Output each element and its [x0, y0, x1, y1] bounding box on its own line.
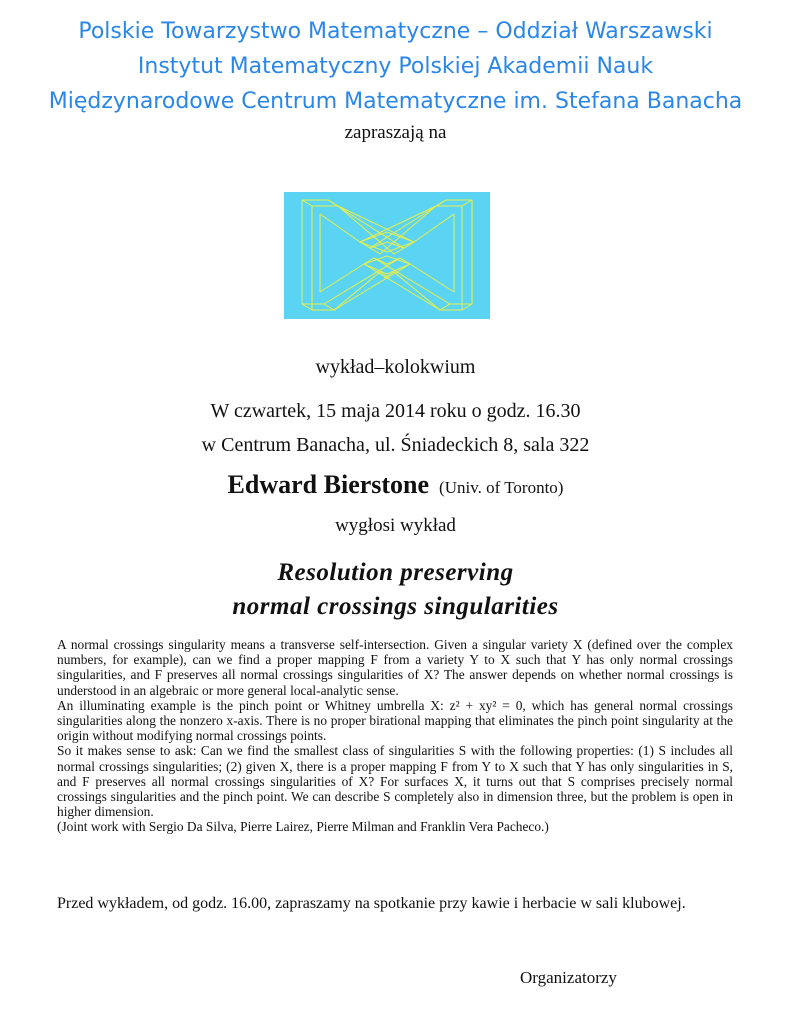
abstract-paragraph-4: (Joint work with Sergio Da Silva, Pierre Lairez, Pierre Milman and Franklin Vera Pacheco.): [57, 819, 549, 835]
event-kind: wykład–kolokwium: [315, 356, 476, 378]
speaker-affiliation: (Univ. of Toronto): [439, 478, 564, 497]
lecture-title-line-2: normal crossings singularities: [232, 593, 559, 620]
abstract-paragraph-1: A normal crossings singularity means a transverse self-intersection. Given a singular variety X (defined over the complex numbers, for example), can we find a proper mapping F from a variety Y to X such that Y has only normal crossings singularities, and F preserves all normal crossings singularities of X? The answer depends on whether normal crossings is understood in an algebraic or more general local-analytic sense.: [57, 637, 733, 698]
lecture-title-line-1: Resolution preserving: [277, 559, 514, 586]
organizer-banach-center: Międzynarodowe Centrum Matematyczne im. Stefana Banacha: [48, 89, 743, 114]
abstract-paragraph-3: So it makes sense to ask: Can we find the smallest class of singularities S with the following properties: (1) S includes all normal crossings singularities; (2) given X, there is a proper mapping F from Y to X such that Y has only singularities in S, and F preserves all normal crossings singularities of X? For surfaces X, it turns out that S comprises precisely normal crossings singularities and the pinch point. We can describe S completely also in dimension three, but the problem is open in higher dimension.: [57, 743, 733, 820]
delivers-text: wygłosi wykład: [335, 515, 456, 536]
signature: Organizatorzy: [520, 968, 617, 987]
abstract: [57, 637, 733, 835]
organizer-impan: Instytut Matematyczny Polskiej Akademii Nauk: [137, 54, 654, 79]
event-location: w Centrum Banacha, ul. Śniadeckich 8, sala 322: [201, 434, 590, 456]
speaker: [0, 470, 791, 500]
organizer-ptm: Polskie Towarzystwo Matematyczne – Oddział Warszawski: [78, 19, 713, 44]
impossible-figure-icon: [284, 192, 490, 319]
speaker-name: Edward Bierstone: [227, 470, 430, 499]
invite-text: zapraszają na: [344, 122, 447, 143]
abstract-paragraph-2: An illuminating example is the pinch point or Whitney umbrella X: z² + xy² = 0, which has general normal crossings singularities along the nonzero x-axis. There is no proper birational mapping that eliminates the pinch point singularity at the origin without modifying normal crossings points.: [57, 697, 733, 744]
coffee-note: Przed wykładem, od godz. 16.00, zapraszamy na spotkanie przy kawie i herbacie w sali klubowej.: [57, 895, 686, 912]
event-date-time: W czwartek, 15 maja 2014 roku o godz. 16.30: [210, 400, 581, 422]
lecture-title: [0, 556, 791, 624]
impossible-figure-logo: [284, 192, 490, 319]
organizers-header: [0, 14, 791, 119]
